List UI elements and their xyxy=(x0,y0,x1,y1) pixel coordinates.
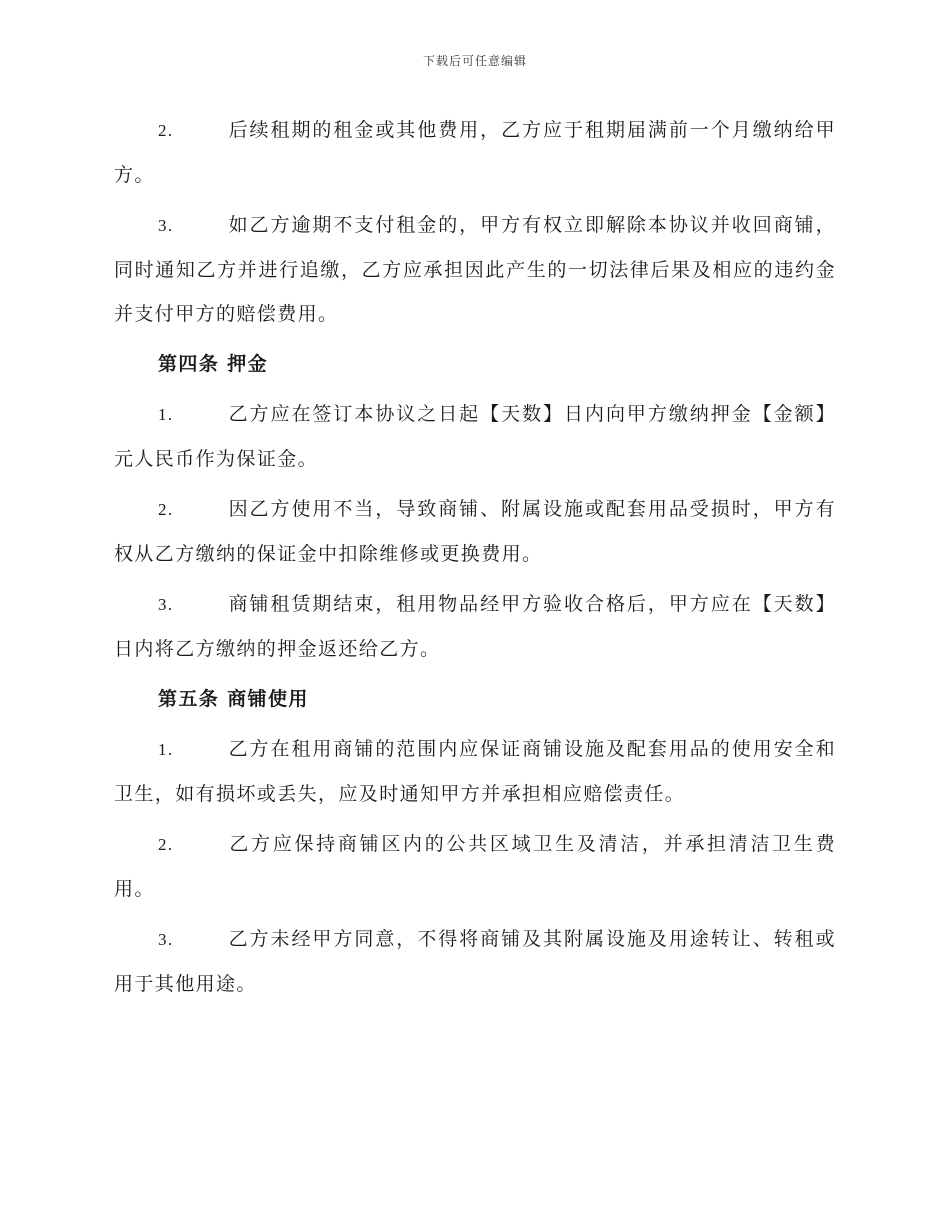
clause-number: 2. xyxy=(158,835,174,854)
clause-paragraph xyxy=(114,822,836,911)
clause-number: 3. xyxy=(158,216,174,235)
clause-number: 3. xyxy=(158,595,174,614)
clause-paragraph xyxy=(114,203,836,336)
clause-text: 乙方在租用商铺的范围内应保证商铺设施及配套用品的使用安全和卫生，如有损坏或丢失，应及时通知甲方并承担相应赔偿责任。 xyxy=(114,738,836,805)
section-heading: 第五条 商铺使用 xyxy=(158,688,309,710)
clause-paragraph xyxy=(114,582,836,671)
clause-paragraph xyxy=(114,727,836,816)
clause-text: 后续租期的租金或其他费用，乙方应于租期届满前一个月缴纳给甲方。 xyxy=(114,119,836,186)
document-body xyxy=(114,108,836,1012)
header-note: 下载后可任意编辑 xyxy=(422,54,527,68)
clause-text: 乙方应保持商铺区内的公共区域卫生及清洁，并承担清洁卫生费用。 xyxy=(114,833,836,900)
clause-number: 2. xyxy=(158,121,174,140)
clause-paragraph xyxy=(114,917,836,1006)
clause-paragraph xyxy=(114,392,836,481)
clause-text: 乙方应在签订本协议之日起【天数】日内向甲方缴纳押金【金额】元人民币作为保证金。 xyxy=(114,403,836,470)
clause-text: 因乙方使用不当，导致商铺、附属设施或配套用品受损时，甲方有权从乙方缴纳的保证金中扣除维修或更换费用。 xyxy=(114,498,836,565)
clause-number: 1. xyxy=(158,740,174,759)
clause-number: 3. xyxy=(158,930,174,949)
clause-number: 1. xyxy=(158,405,174,424)
section-heading: 第四条 押金 xyxy=(158,353,269,375)
clause-text: 如乙方逾期不支付租金的，甲方有权立即解除本协议并收回商铺，同时通知乙方并进行追缴，乙方应承担因此产生的一切法律后果及相应的违约金并支付甲方的赔偿费用。 xyxy=(114,214,836,325)
clause-paragraph xyxy=(114,487,836,576)
clause-paragraph xyxy=(114,108,836,197)
clause-text: 商铺租赁期结束，租用物品经甲方验收合格后，甲方应在【天数】日内将乙方缴纳的押金返还给乙方。 xyxy=(114,593,836,660)
clause-number: 2. xyxy=(158,500,174,519)
clause-text: 乙方未经甲方同意，不得将商铺及其附属设施及用途转让、转租或用于其他用途。 xyxy=(114,928,836,995)
